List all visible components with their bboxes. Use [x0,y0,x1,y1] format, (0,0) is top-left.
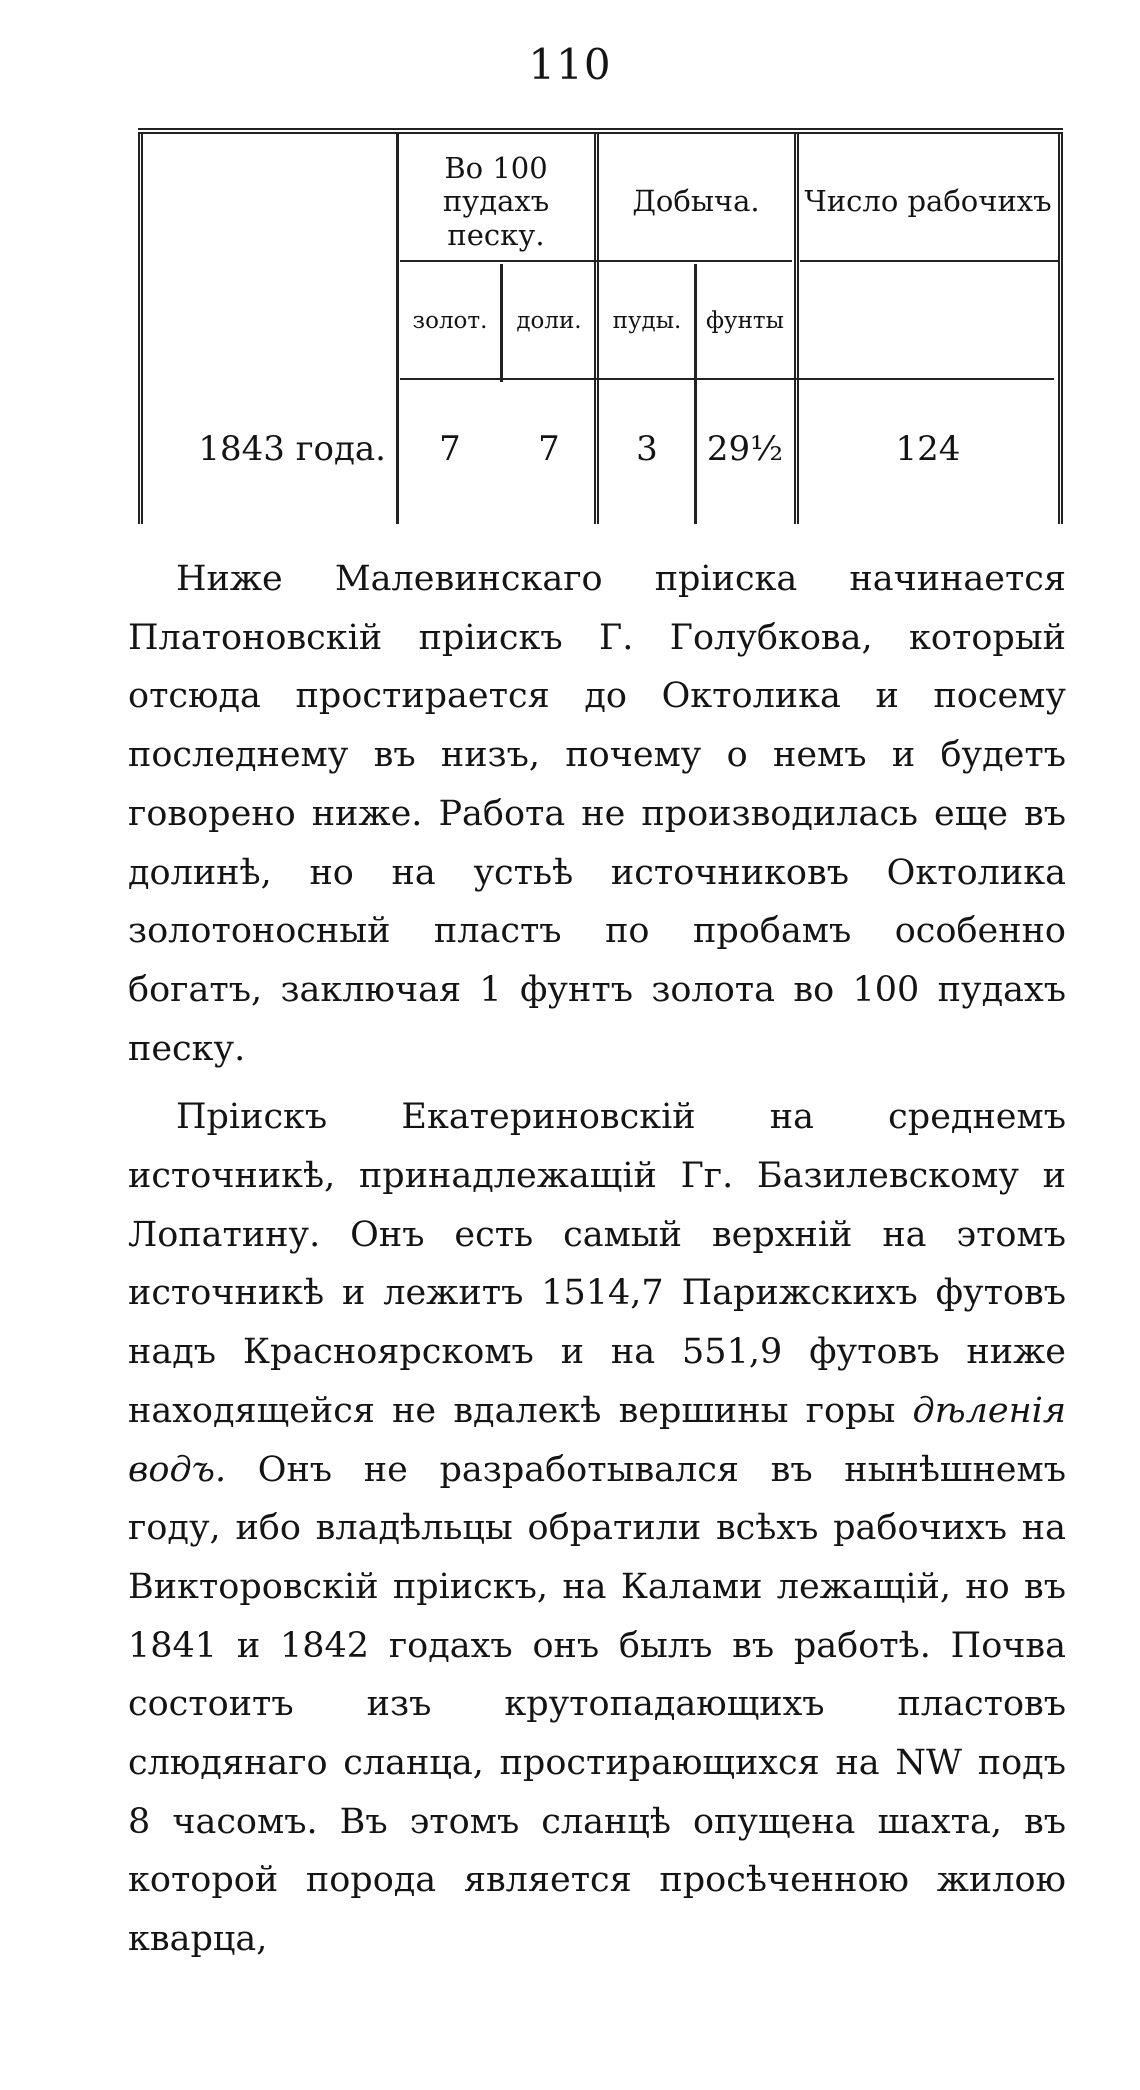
table-header-rule [800,260,1058,262]
header-yield: Добыча. [632,184,760,219]
table-right-border [1058,134,1063,524]
subheader-doli: доли. [516,307,582,334]
paragraph-text: Онъ не разработывался въ нынѣшнемъ году, ибо владѣльцы обратили всѣхъ рабочихъ на Викторовскiй прiискъ, на Калами лежащiй, но въ 1841 и 1842 годахъ онъ былъ въ работѣ. Почва состоитъ изъ крутопадающихъ пластовъ слюдянаго сланца, простирающихся на NW подъ 8 часомъ. Въ этомъ сланцѣ опущена шахта, въ которой порода является просѣченною жилою кварца, [128,1449,1066,1960]
cell-funty: 29½ [706,429,784,470]
table-subdivider [500,264,503,382]
paragraph-text: Прiискъ Екатериновскiй на среднемъ источникѣ, принадлежащiй Гг. Базилевскому и Лопатину. Онъ есть самый верхнiй на этомъ источникѣ и лежитъ 1514,7 Парижскихъ футовъ надъ Красноярскомъ и на 551,9 футовъ ниже находящейся не вдалекѣ вершины горы [128,1097,1066,1431]
cell-workers: 124 [895,429,961,470]
header-sand-per-100-pud: Во 100 пудахъ песку. [442,150,550,252]
italic-term: дѣленiя водъ. [128,1390,1066,1490]
table-left-border [138,134,143,524]
table-divider [396,134,399,524]
body-text [128,550,1066,1969]
subheader-pudy: пуды. [612,307,682,334]
table-subdivider [694,264,697,524]
cell-doli: 7 [538,429,560,470]
cell-pudy: 3 [636,429,658,470]
table-divider [594,134,599,524]
subheader-funty: фунты [706,307,784,334]
table-divider [794,134,799,524]
subheader-zolot: золот. [412,307,488,334]
paragraph-platonovsky-mine: Ниже Малевинскаго прiиска начинается Платоновскiй прiискъ Г. Голубкова, который отсюда простирается до Октолика и посему последнему въ низъ, почему о немъ и будетъ говорено ниже. Работа не производилась еще въ долинѣ, но на устьѣ источниковъ Октолика золотоносный пластъ по пробамъ особенно богатъ, заключая 1 фунтъ золота во 100 пудахъ песку. [128,559,1066,1069]
mining-table [138,128,1063,524]
cell-zolot: 7 [439,429,461,470]
paragraph-ekaterinovsky-mine [128,1088,1066,1969]
row-label-year: 1843 года. [198,429,386,470]
table-header-rule [400,378,1054,380]
page-number: 110 [528,40,612,89]
table-header-rule [400,260,792,262]
header-number-of-workers: Число рабочихъ [804,184,1052,219]
